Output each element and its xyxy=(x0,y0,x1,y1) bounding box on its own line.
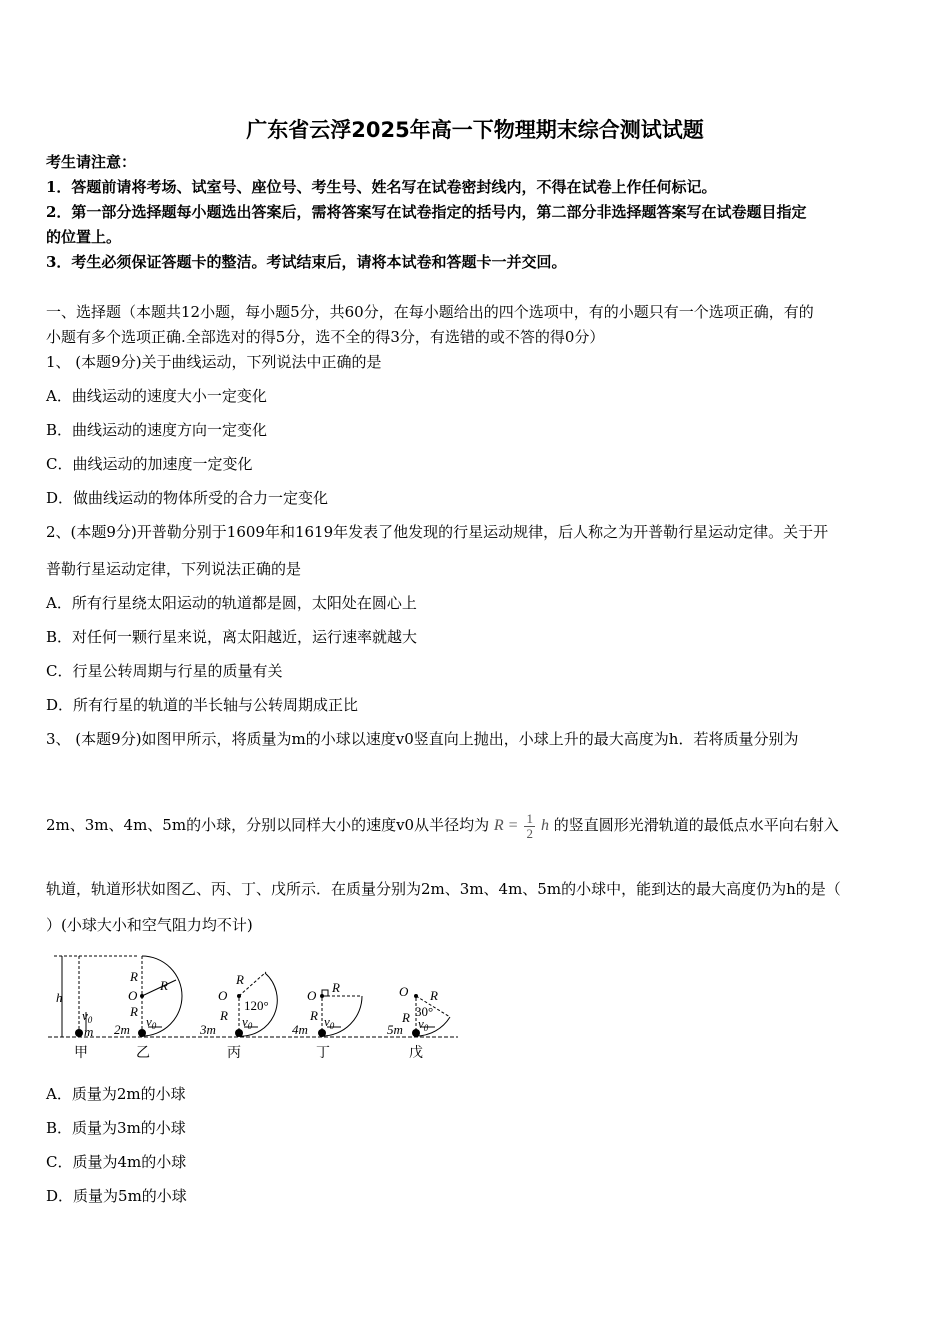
q3-figure xyxy=(44,950,464,1065)
yi-center xyxy=(140,994,144,998)
ding-ball xyxy=(318,1029,326,1037)
q2-stem-1: 2、(本题9分)开普勒分别于1609年和1619年发表了他发现的行星运动规律，后人称之为开普勒行星运动定律。关于开 xyxy=(46,523,829,541)
q2-option-a: A．所有行星绕太阳运动的轨道都是圆，太阳处在圆心上 xyxy=(46,594,417,612)
h-label: h xyxy=(56,990,63,1005)
wu-angle-label: 30° xyxy=(415,1004,434,1019)
ding-mass-label: 4m xyxy=(292,1022,308,1037)
q2-option-b: B．对任何一颗行星来说，离太阳越近，运行速率就越大 xyxy=(46,628,418,646)
notice-heading: 考生请注意： xyxy=(46,153,137,171)
figure-label-bing: 丙 xyxy=(227,1046,241,1061)
yi-R-bottom: R xyxy=(130,1004,138,1019)
ding-O-label: O xyxy=(307,988,317,1003)
q2-option-d: D．所有行星的轨道的半长轴与公转周期成正比 xyxy=(46,696,359,714)
q1-stem: 1、 (本题9分)关于曲线运动，下列说法中正确的是 xyxy=(46,353,382,371)
yi-mass-label: 2m xyxy=(114,1022,130,1037)
jia-v0-label: $v_0$ xyxy=(82,1008,93,1025)
q3-option-c: C．质量为4m的小球 xyxy=(46,1153,187,1171)
bing-center xyxy=(237,994,241,998)
figure-label-ding: 丁 xyxy=(316,1046,330,1061)
q3-stem-2a: 2m、3m、4m、5m的小球，分别以同样大小的速度v0从半径均为 xyxy=(46,816,490,834)
q3-stem-2 xyxy=(46,810,908,841)
ding-R-bottom: R xyxy=(310,1008,318,1023)
wu-mass-label: 5m xyxy=(387,1022,403,1037)
yi-radius xyxy=(142,980,176,996)
q3-stem-2b: 的竖直圆形光滑轨道的最低点水平向右射入 xyxy=(553,816,839,834)
wu-R-bottom: R xyxy=(402,1010,410,1025)
q3-stem-3: 轨道，轨道形状如图乙、丙、丁、戊所示．在质量分别为2m、3m、4m、5m的小球中，能到达的最大高度仍为h的是（ xyxy=(46,880,841,898)
radius-formula xyxy=(494,811,549,841)
formula-rhs: h xyxy=(540,817,549,834)
q2-stem-2: 普勒行星运动定律，下列说法正确的是 xyxy=(46,560,302,578)
yi-R-side: R xyxy=(160,978,168,993)
figure-label-jia: 甲 xyxy=(74,1046,88,1061)
formula-numerator: 1 xyxy=(526,810,533,826)
wu-O-label: O xyxy=(399,984,409,999)
formula-fraction xyxy=(524,812,535,841)
jia-mass-label: m xyxy=(84,1024,94,1039)
q1-option-c: C．曲线运动的加速度一定变化 xyxy=(46,455,253,473)
ding-center xyxy=(320,994,324,998)
yi-O-label: O xyxy=(128,988,138,1003)
figure-label-wu: 戊 xyxy=(409,1046,423,1061)
section-header-line-2: 小题有多个选项正确.全部选对的得5分，选不全的得3分，有选错的或不答的得0分） xyxy=(46,328,605,346)
yi-R-top: R xyxy=(130,969,138,984)
section-header-line-1: 一、选择题（本题共12小题，每小题5分，共60分，在每小题给出的四个选项中，有的小题只有一个选项正确，有的 xyxy=(46,303,814,321)
q3-option-a: A．质量为2m的小球 xyxy=(46,1085,186,1103)
q1-option-d: D．做曲线运动的物体所受的合力一定变化 xyxy=(46,489,329,507)
q1-option-b: B．曲线运动的速度方向一定变化 xyxy=(46,421,268,439)
bing-angle-label: 120° xyxy=(244,998,269,1013)
bing-R-bottom: R xyxy=(220,1008,228,1023)
bing-O-label: O xyxy=(218,988,228,1003)
q3-option-b: B．质量为3m的小球 xyxy=(46,1119,186,1137)
bing-v0-label: $v_0$ xyxy=(242,1014,253,1031)
jia-ball xyxy=(75,1029,83,1037)
page-title: 广东省云浮2025年高一下物理期末综合测试试题 xyxy=(246,118,704,142)
ding-v0-label: $v_0$ xyxy=(324,1014,335,1031)
notice-item-3: 3．考生必须保证答题卡的整洁。考试结束后，请将本试卷和答题卡一并交回。 xyxy=(46,253,567,271)
yi-v0-label: $v_0$ xyxy=(146,1014,157,1031)
q2-option-c: C．行星公转周期与行星的质量有关 xyxy=(46,662,283,680)
q3-stem-4: ）(小球大小和空气阻力均不计) xyxy=(46,916,253,934)
bing-ball xyxy=(235,1029,243,1037)
wu-R-top: R xyxy=(430,988,438,1003)
figure-label-yi: 乙 xyxy=(136,1046,150,1061)
formula-lhs: R = xyxy=(493,817,519,834)
bing-mass-label: 3m xyxy=(200,1022,216,1037)
yi-ball xyxy=(138,1029,146,1037)
q3-stem-1: 3、 (本题9分)如图甲所示，将质量为m的小球以速度v0竖直向上抛出，小球上升的最大高度为h．若将质量分别为 xyxy=(46,730,799,748)
notice-item-2-cont: 的位置上。 xyxy=(46,228,122,246)
ding-R-top: R xyxy=(332,980,340,995)
bing-R-top: R xyxy=(236,972,244,987)
notice-item-1: 1．答题前请将考场、试室号、座位号、考生号、姓名写在试卷密封线内，不得在试卷上作任何标记。 xyxy=(46,178,717,196)
notice-item-2: 2．第一部分选择题每小题选出答案后，需将答案写在试卷指定的括号内，第二部分非选择题答案写在试卷题目指定 xyxy=(46,203,807,221)
q3-option-d: D．质量为5m的小球 xyxy=(46,1187,187,1205)
wu-center xyxy=(414,994,418,998)
q1-option-a: A．曲线运动的速度大小一定变化 xyxy=(46,387,267,405)
formula-denominator: 2 xyxy=(526,825,533,841)
wu-v0-label: $v_0$ xyxy=(418,1016,429,1033)
